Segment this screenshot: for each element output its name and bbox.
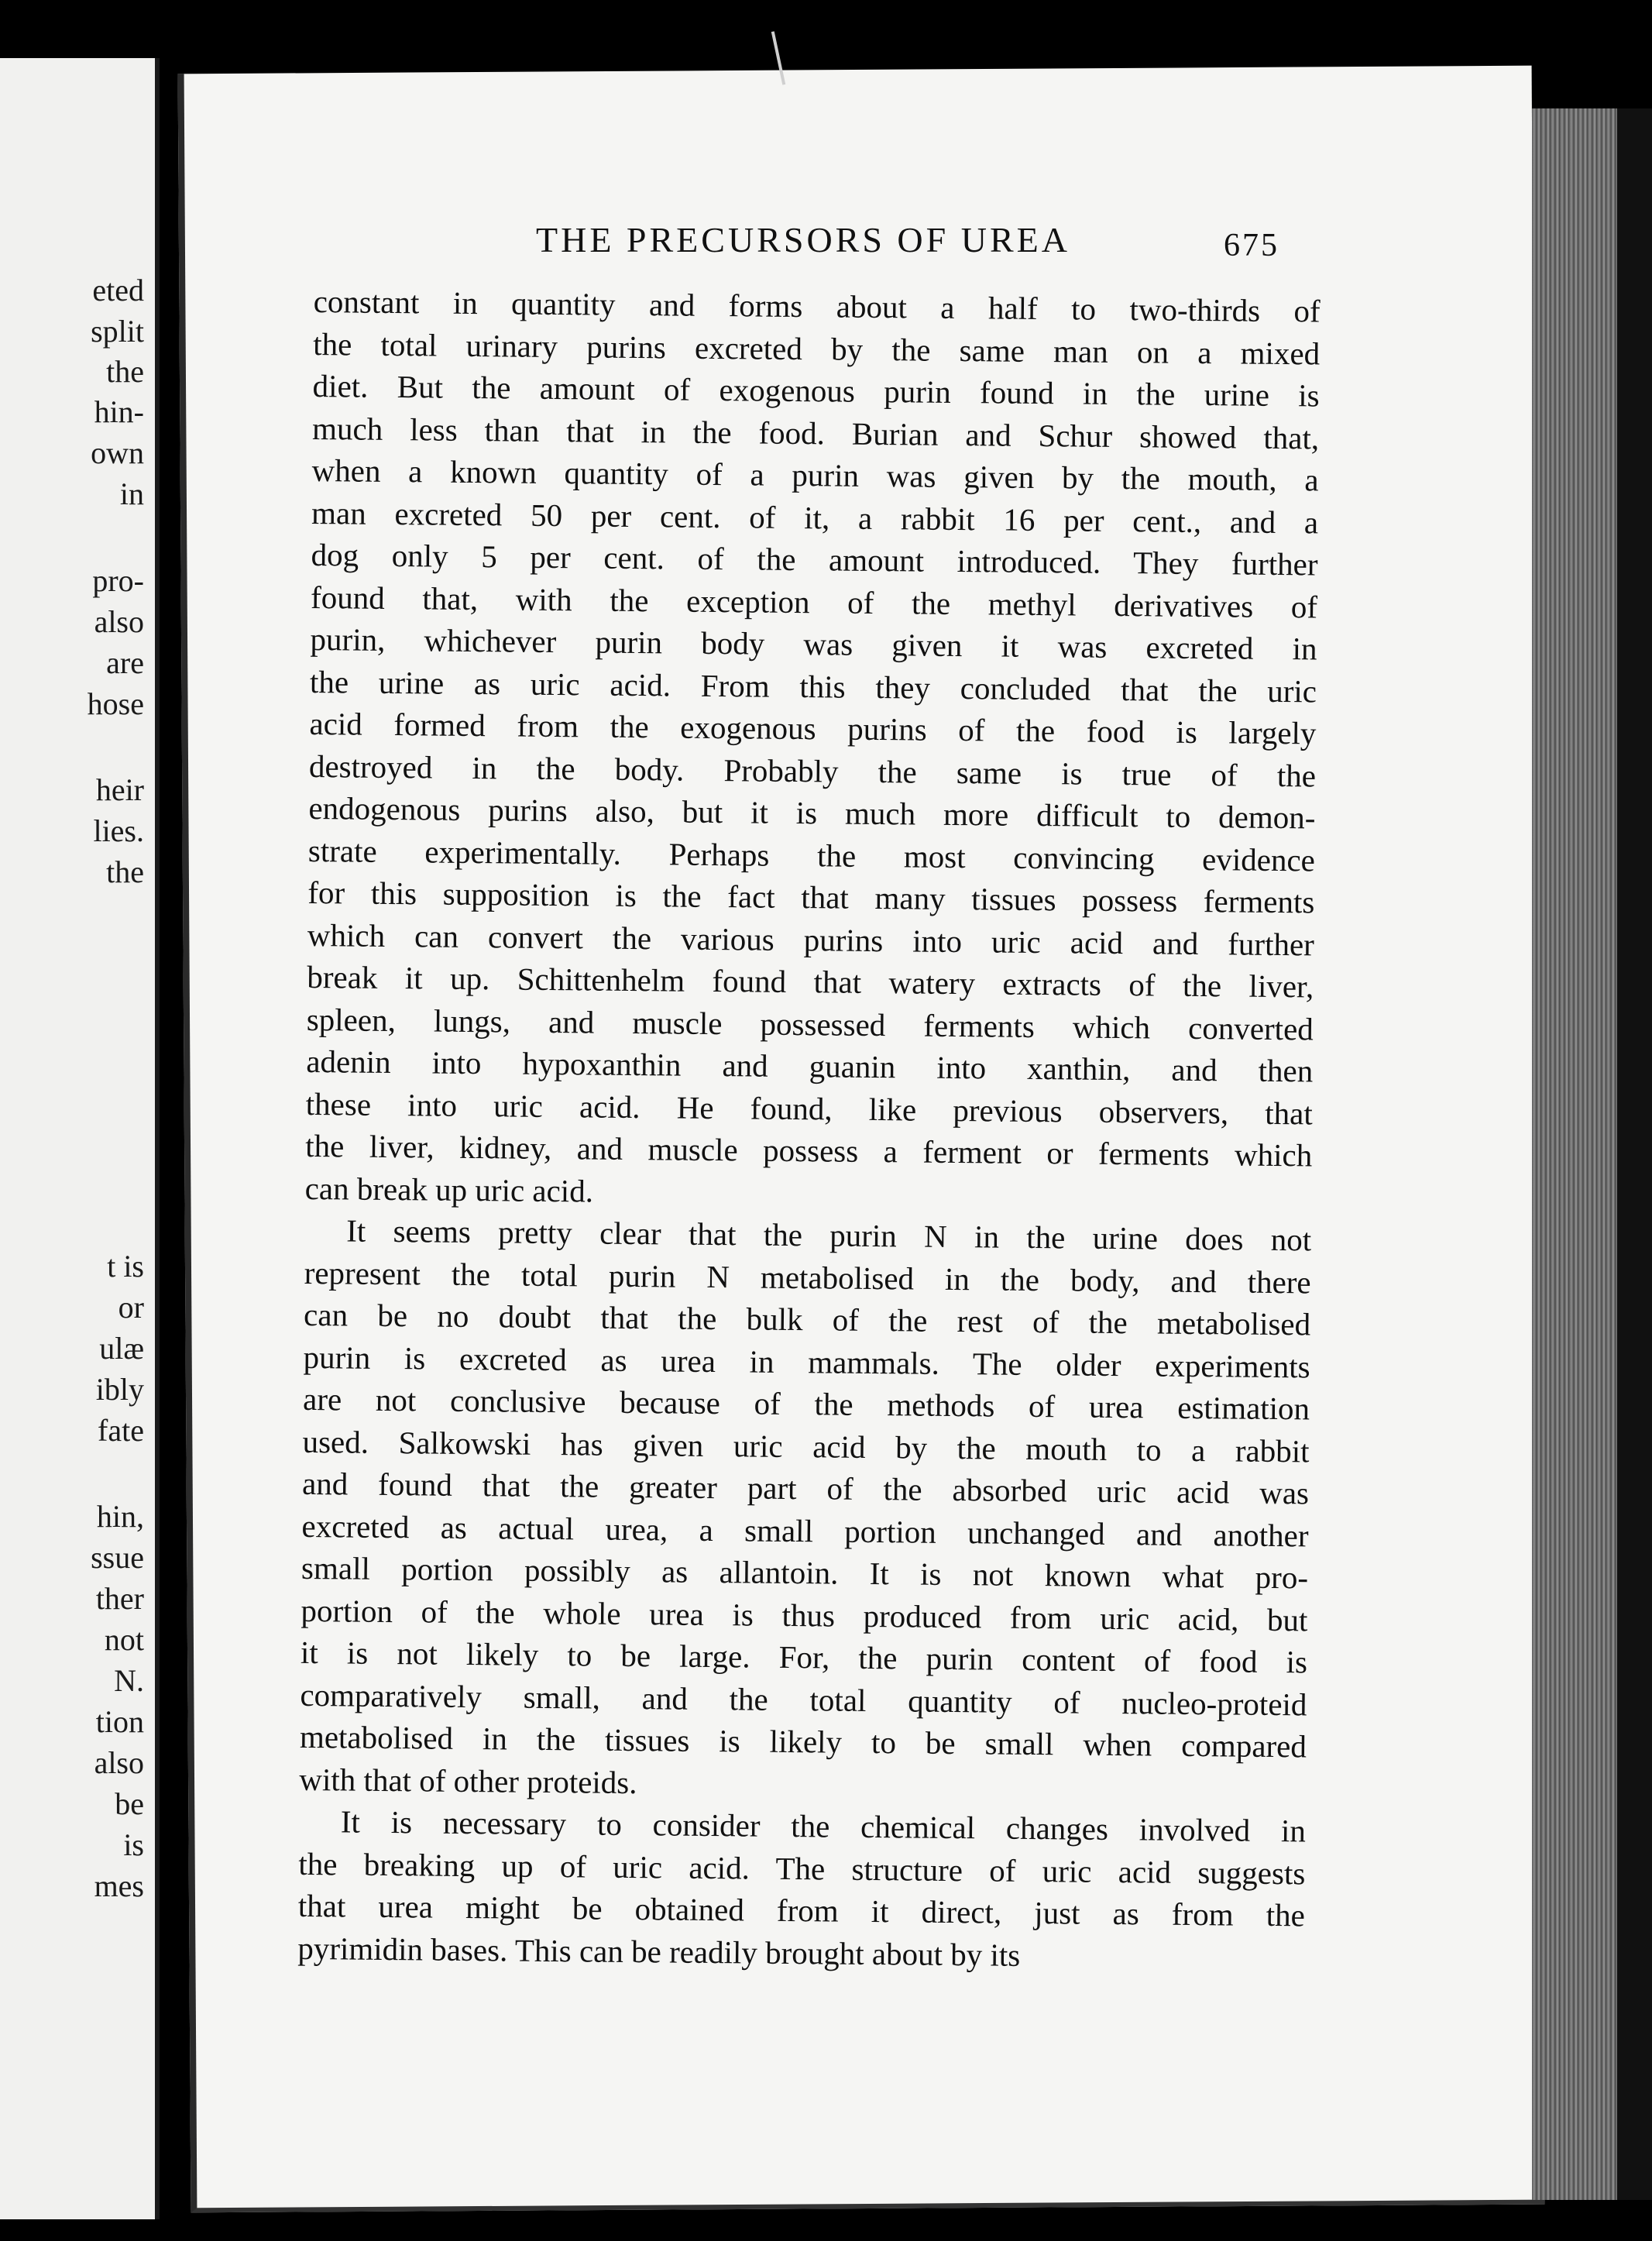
text-line: pyrimidin bases. This can be readily brought about by its bbox=[297, 1930, 1021, 1973]
text-line: comparatively small, and the total quantity of nucleo-proteid bbox=[300, 1676, 1307, 1722]
text-line: acid formed from the exogenous purins of the food is largely bbox=[309, 705, 1317, 751]
left-page-fragment-text: ibly bbox=[95, 1372, 144, 1407]
text-line: when a known quantity of a purin was given by the mouth, a bbox=[311, 452, 1319, 498]
text-line: diet. But the amount of exogenous purin found in the urine is bbox=[312, 367, 1320, 414]
left-page-fragment-text: N. bbox=[114, 1663, 144, 1698]
left-page-fragment-text: are bbox=[106, 645, 144, 680]
left-page-fragment-text: the bbox=[106, 854, 144, 889]
text-line: the total urinary purins excreted by the same man on a mixed bbox=[312, 325, 1321, 371]
text-line: portion of the whole urea is thus produced from uric acid, but bbox=[301, 1592, 1308, 1638]
text-line: used. Salkowski has given uric acid by the mouth to a rabbit bbox=[302, 1423, 1310, 1469]
left-page-fragment-text: also bbox=[94, 604, 144, 639]
paragraph bbox=[297, 1800, 1306, 1978]
left-page-fragment-text: heir bbox=[95, 772, 144, 807]
left-page-fragment-text: t is bbox=[107, 1249, 144, 1284]
text-line: the liver, kidney, and muscle possess a ferment or ferments which bbox=[305, 1127, 1313, 1174]
text-line: purin is excreted as urea in mammals. The older experiments bbox=[303, 1339, 1310, 1384]
left-page-fragment-text: eted bbox=[92, 273, 144, 308]
text-line: It seems pretty clear that the purin N in the urine does not bbox=[346, 1212, 1312, 1258]
left-page-fragment-text: also bbox=[94, 1745, 144, 1780]
left-page-fragment-text: tion bbox=[95, 1704, 144, 1739]
text-line: are not conclusive because of the methods of urea estimation bbox=[302, 1380, 1310, 1427]
text-line: and found that the greater part of the absorbed uric acid was bbox=[301, 1465, 1310, 1511]
page-number: 675 bbox=[1224, 228, 1279, 263]
text-line: It is necessary to consider the chemical changes involved in bbox=[340, 1803, 1307, 1849]
paragraph bbox=[304, 280, 1320, 1218]
left-page-fragment-text: is bbox=[123, 1827, 144, 1862]
text-line: found that, with the exception of the methyl derivatives of bbox=[310, 579, 1318, 624]
left-page-fragment-text: ulæ bbox=[99, 1331, 144, 1366]
text-line: man excreted 50 per cent. of it, a rabbit 16 per cent., and a bbox=[311, 494, 1319, 540]
text-line: for this supposition is the fact that many tissues possess ferments bbox=[307, 874, 1315, 920]
text-line: it is not likely to be large. For, the purin content of food is bbox=[300, 1634, 1308, 1680]
left-page-fragment bbox=[0, 58, 160, 2219]
left-page-fragment-text: ther bbox=[95, 1581, 144, 1616]
text-line: endogenous purins also, but it is much more difficult to demon- bbox=[308, 789, 1316, 836]
text-line: dog only 5 per cent. of the amount introduced. They further bbox=[311, 536, 1318, 583]
left-page-fragment-text: or bbox=[118, 1290, 144, 1325]
page-stack-shadow bbox=[1617, 108, 1652, 2200]
text-line: purin, whichever purin body was given it was excreted in bbox=[310, 620, 1317, 667]
text-line: constant in quantity and forms about a half to two-thirds of bbox=[313, 283, 1321, 329]
text-line: adenin into hypoxanthin and guanin into xanthin, and then bbox=[306, 1043, 1314, 1089]
left-page-fragment-text: ssue bbox=[91, 1540, 144, 1575]
text-line: these into uric acid. He found, like previous observers, that bbox=[305, 1085, 1313, 1131]
left-page-fragment-text: hin- bbox=[94, 394, 144, 429]
left-page-fragment-text: hin, bbox=[96, 1499, 144, 1534]
text-line: small portion possibly as allantoin. It is not known what pro- bbox=[301, 1549, 1309, 1596]
text-line: spleen, lungs, and muscle possessed ferments which converted bbox=[306, 1001, 1314, 1047]
text-line: the urine as uric acid. From this they concluded that the uric bbox=[309, 663, 1317, 709]
left-page-fragment-text: lies. bbox=[93, 813, 144, 848]
text-line: excreted as actual urea, a small portion unchanged and another bbox=[301, 1507, 1309, 1553]
left-page-fragment-text: fate bbox=[98, 1413, 144, 1448]
text-line: can break up uric acid. bbox=[304, 1170, 594, 1209]
running-head: THE PRECURSORS OF UREA bbox=[536, 220, 1070, 260]
paragraph bbox=[299, 1209, 1311, 1810]
page-stack-edges bbox=[1532, 108, 1617, 2200]
left-page-fragment-text: pro- bbox=[92, 563, 144, 598]
text-line: destroyed in the body. Probably the same is true of the bbox=[308, 748, 1317, 793]
left-page-fragment-text: be bbox=[115, 1786, 144, 1821]
text-line: metabolised in the tissues is likely to be small when compared bbox=[299, 1718, 1307, 1765]
text-line: with that of other proteids. bbox=[299, 1761, 637, 1800]
left-page-fragment-text: split bbox=[91, 314, 144, 349]
left-page-fragment-text: not bbox=[104, 1622, 144, 1657]
text-line: represent the total purin N metabolised in the body, and there bbox=[304, 1254, 1311, 1300]
left-page-fragment-text: mes bbox=[94, 1868, 144, 1903]
text-line: that urea might be obtained from it direct, just as from the bbox=[297, 1887, 1306, 1933]
text-line: which can convert the various purins into uric acid and further bbox=[307, 916, 1315, 962]
body-text bbox=[297, 280, 1321, 1978]
left-page-fragment-text: in bbox=[119, 476, 144, 511]
text-line: break it up. Schittenhelm found that watery extracts of the liver, bbox=[307, 958, 1314, 1005]
left-page-fragment-text: own bbox=[91, 435, 144, 470]
text-line: the breaking up of uric acid. The structure of uric acid suggests bbox=[298, 1845, 1306, 1891]
text-line: can be no doubt that the bulk of the rest of the metabolised bbox=[303, 1296, 1311, 1342]
text-line: strate experimentally. Perhaps the most convincing evidence bbox=[307, 832, 1316, 878]
left-page-fragment-text: hose bbox=[87, 686, 144, 721]
text-line: much less than that in the food. Burian and Schur showed that, bbox=[311, 410, 1320, 455]
left-page-fragment-text: the bbox=[106, 354, 144, 389]
